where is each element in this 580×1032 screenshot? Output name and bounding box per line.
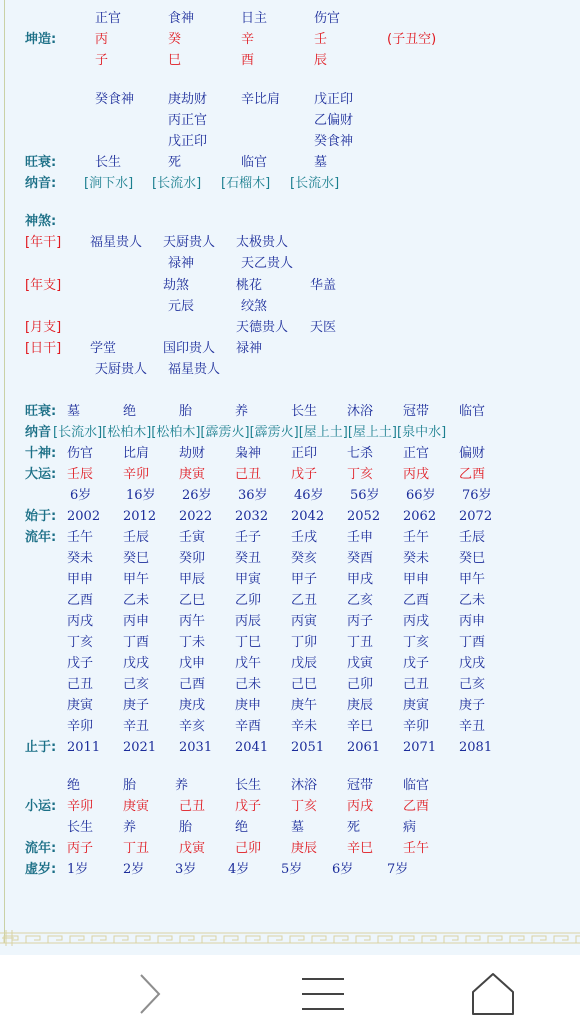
liunian-cell: 癸丑 (235, 551, 262, 566)
dayun-shishen: 正官 (403, 446, 430, 461)
liunian-cell: 癸酉 (347, 551, 374, 566)
nayin-year: [涧下水] (84, 176, 134, 191)
wangshuai-month: 死 (168, 155, 182, 170)
canggan-year-1: 癸食神 (95, 92, 135, 107)
dayun-end-year: 2071 (403, 740, 437, 755)
liunian-cell: 甲辰 (179, 572, 206, 587)
label-shishen: 十神: (25, 446, 57, 461)
label-ri-gan: [日干] (25, 341, 62, 356)
xiaoyun-xusui: 6岁 (332, 862, 354, 877)
label-kunzao: 坤造: (25, 32, 57, 47)
xiaoyun-xusui: 4岁 (228, 862, 250, 877)
label-xusui: 虚岁: (25, 862, 57, 877)
liunian-cell: 丙申 (123, 614, 150, 629)
dayun-wangshuai: 胎 (179, 404, 193, 419)
dayun-wangshuai: 冠带 (403, 404, 430, 419)
liunian-cell: 壬寅 (179, 530, 206, 545)
liunian-cell: 甲子 (291, 572, 318, 587)
liunian-cell: 辛卯 (67, 719, 94, 734)
liunian-cell: 乙卯 (235, 593, 262, 608)
dayun-ganzhi: 戊子 (291, 467, 318, 482)
dayun-end-year: 2061 (347, 740, 381, 755)
canggan-month-2: 丙正官 (168, 113, 208, 128)
label-wangshuai: 旺衰: (25, 155, 57, 170)
forward-button[interactable] (115, 955, 185, 1032)
liunian-cell: 丙戌 (67, 614, 94, 629)
liunian-cell: 己丑 (403, 677, 430, 692)
dayun-end-year: 2041 (235, 740, 269, 755)
xiaoyun-wangshuai-bottom: 墓 (291, 820, 305, 835)
dayun-ganzhi: 庚寅 (179, 467, 206, 482)
dayun-wangshuai: 养 (235, 404, 249, 419)
canggan-hour-2: 乙偏财 (314, 113, 354, 128)
liunian-cell: 己丑 (67, 677, 94, 692)
xiaoyun-ganzhi: 辛卯 (67, 799, 94, 814)
shensha-item: 华盖 (310, 278, 337, 293)
liunian-cell: 辛亥 (179, 719, 206, 734)
shishen-year: 正官 (95, 11, 122, 26)
liunian-cell: 甲申 (403, 572, 430, 587)
liunian-cell: 癸卯 (179, 551, 206, 566)
dayun-age: 16岁 (126, 488, 156, 503)
liunian-cell: 丁巳 (235, 635, 262, 650)
label-nian-zhi: [年支] (25, 278, 62, 293)
dayun-start-year: 2052 (347, 509, 381, 524)
wangshuai-hour: 墓 (314, 155, 328, 170)
shensha-item: 福星贵人 (90, 235, 143, 250)
liunian-cell: 丁酉 (123, 635, 150, 650)
menu-button[interactable] (285, 955, 360, 1032)
liunian-cell: 辛丑 (459, 719, 486, 734)
dayun-age: 26岁 (182, 488, 212, 503)
dayun-age: 36岁 (238, 488, 268, 503)
dayun-wangshuai: 长生 (291, 404, 318, 419)
shensha-item: 天德贵人 (236, 320, 289, 335)
dayun-start-year: 2042 (291, 509, 325, 524)
gan-month: 癸 (168, 32, 182, 47)
label-wangshuai-dayun: 旺衰: (25, 404, 57, 419)
liunian-cell: 戊戌 (123, 656, 150, 671)
dayun-wangshuai: 墓 (67, 404, 81, 419)
xiaoyun-liunian: 丁丑 (123, 841, 150, 856)
label-nian-gan: [年干] (25, 235, 62, 250)
dayun-age: 76岁 (462, 488, 492, 503)
dayun-end-year: 2031 (179, 740, 213, 755)
zhi-day: 酉 (241, 53, 255, 68)
kongwang: (子丑空) (387, 32, 437, 47)
liunian-cell: 癸未 (403, 551, 430, 566)
xiaoyun-ganzhi: 丁亥 (291, 799, 318, 814)
hamburger-menu-icon (300, 974, 346, 1014)
liunian-cell: 己巳 (291, 677, 318, 692)
shensha-item: 禄神 (168, 256, 195, 271)
liunian-cell: 壬辰 (459, 530, 486, 545)
liunian-cell: 庚辰 (347, 698, 374, 713)
liunian-cell: 己未 (235, 677, 262, 692)
liunian-cell: 壬辰 (123, 530, 150, 545)
shishen-day: 日主 (241, 11, 268, 26)
liunian-cell: 壬午 (67, 530, 94, 545)
shensha-item: 天厨贵人 (163, 235, 216, 250)
xiaoyun-liunian: 丙子 (67, 841, 94, 856)
xiaoyun-liunian: 壬午 (403, 841, 430, 856)
canggan-month-3: 戊正印 (168, 134, 208, 149)
xiaoyun-xusui: 1岁 (67, 862, 89, 877)
liunian-cell: 庚午 (291, 698, 318, 713)
dayun-shishen: 枭神 (235, 446, 262, 461)
nayin-hour: [长流水] (290, 176, 340, 191)
liunian-cell: 癸巳 (459, 551, 486, 566)
liunian-cell: 壬子 (235, 530, 262, 545)
gan-hour: 壬 (314, 32, 328, 47)
dayun-age: 56岁 (350, 488, 380, 503)
liunian-cell: 己酉 (179, 677, 206, 692)
xiaoyun-liunian: 辛巳 (347, 841, 374, 856)
liunian-cell: 乙巳 (179, 593, 206, 608)
label-liunian-xiaoyun: 流年: (25, 841, 57, 856)
liunian-cell: 辛巳 (347, 719, 374, 734)
liunian-cell: 丁未 (179, 635, 206, 650)
liunian-cell: 丙寅 (291, 614, 318, 629)
dayun-age: 46岁 (294, 488, 324, 503)
liunian-cell: 庚寅 (403, 698, 430, 713)
wangshuai-day: 临官 (241, 155, 268, 170)
gan-day: 辛 (241, 32, 255, 47)
label-shiyu: 始于: (25, 509, 57, 524)
liunian-cell: 癸亥 (291, 551, 318, 566)
dayun-shishen: 偏财 (459, 446, 486, 461)
liunian-cell: 乙丑 (291, 593, 318, 608)
shensha-item: 桃花 (236, 278, 263, 293)
xiaoyun-xusui: 5岁 (281, 862, 303, 877)
shensha-item: 劫煞 (163, 278, 190, 293)
liunian-cell: 丁亥 (403, 635, 430, 650)
liunian-cell: 庚戌 (179, 698, 206, 713)
dayun-start-year: 2002 (67, 509, 101, 524)
left-border-line (4, 0, 5, 943)
dayun-ganzhi: 己丑 (235, 467, 262, 482)
label-yue-zhi: [月支] (25, 320, 62, 335)
liunian-cell: 戊戌 (459, 656, 486, 671)
liunian-cell: 戊辰 (291, 656, 318, 671)
xiaoyun-wangshuai-top: 长生 (235, 778, 262, 793)
shensha-item: 绞煞 (241, 299, 268, 314)
xiaoyun-wangshuai-top: 养 (175, 778, 189, 793)
canggan-month-1: 庚劫财 (168, 92, 208, 107)
decorative-border (0, 930, 580, 946)
shensha-item: 国印贵人 (163, 341, 216, 356)
liunian-cell: 戊申 (179, 656, 206, 671)
dayun-wangshuai: 临官 (459, 404, 486, 419)
liunian-cell: 戊子 (67, 656, 94, 671)
xiaoyun-liunian: 戊寅 (179, 841, 206, 856)
shensha-item: 学堂 (90, 341, 117, 356)
xiaoyun-xusui: 3岁 (175, 862, 197, 877)
shensha-item: 天厨贵人 (95, 362, 148, 377)
liunian-cell: 丁丑 (347, 635, 374, 650)
dayun-shishen: 伤官 (67, 446, 94, 461)
xiaoyun-wangshuai-top: 沐浴 (291, 778, 318, 793)
xiaoyun-wangshuai-bottom: 死 (347, 820, 361, 835)
liunian-cell: 甲午 (123, 572, 150, 587)
chevron-right-icon (135, 971, 165, 1017)
xiaoyun-wangshuai-bottom: 绝 (235, 820, 249, 835)
xiaoyun-liunian: 庚辰 (291, 841, 318, 856)
shensha-item: 天乙贵人 (241, 256, 294, 271)
wangshuai-year: 长生 (95, 155, 122, 170)
canggan-day-1: 辛比肩 (241, 92, 281, 107)
label-xiaoyun: 小运: (25, 799, 57, 814)
xiaoyun-xusui: 7岁 (387, 862, 409, 877)
liunian-cell: 己亥 (123, 677, 150, 692)
dayun-start-year: 2022 (179, 509, 213, 524)
liunian-cell: 戊子 (403, 656, 430, 671)
xiaoyun-wangshuai-top: 临官 (403, 778, 430, 793)
liunian-cell: 甲午 (459, 572, 486, 587)
liunian-cell: 戊午 (235, 656, 262, 671)
nayin-day: [石榴木] (221, 176, 271, 191)
xiaoyun-wangshuai-top: 冠带 (347, 778, 374, 793)
dayun-shishen: 比肩 (123, 446, 150, 461)
liunian-cell: 己亥 (459, 677, 486, 692)
dayun-end-year: 2051 (291, 740, 325, 755)
zhi-hour: 辰 (314, 53, 328, 68)
liunian-cell: 己卯 (347, 677, 374, 692)
home-icon (470, 971, 516, 1017)
dayun-wangshuai: 绝 (123, 404, 137, 419)
liunian-cell: 丙午 (179, 614, 206, 629)
xiaoyun-ganzhi: 乙酉 (403, 799, 430, 814)
liunian-cell: 乙未 (459, 593, 486, 608)
dayun-start-year: 2062 (403, 509, 437, 524)
dayun-wangshuai: 沐浴 (347, 404, 374, 419)
shensha-item: 太极贵人 (236, 235, 289, 250)
home-button[interactable] (455, 955, 530, 1032)
liunian-cell: 乙亥 (347, 593, 374, 608)
xiaoyun-wangshuai-top: 绝 (67, 778, 81, 793)
liunian-cell: 癸未 (67, 551, 94, 566)
dayun-ganzhi: 丁亥 (347, 467, 374, 482)
xiaoyun-wangshuai-top: 胎 (123, 778, 137, 793)
label-nayin-dayun: 纳音 (25, 425, 52, 440)
liunian-cell: 戊寅 (347, 656, 374, 671)
xiaoyun-ganzhi: 戊子 (235, 799, 262, 814)
nayin-month: [长流水] (152, 176, 202, 191)
liunian-cell: 辛未 (291, 719, 318, 734)
liunian-cell: 辛卯 (403, 719, 430, 734)
liunian-cell: 丙辰 (235, 614, 262, 629)
liunian-cell: 丁酉 (459, 635, 486, 650)
zhi-year: 子 (95, 53, 109, 68)
label-shensha: 神煞: (25, 214, 57, 229)
dayun-shishen: 正印 (291, 446, 318, 461)
liunian-cell: 庚子 (123, 698, 150, 713)
dayun-start-year: 2012 (123, 509, 157, 524)
shensha-item: 福星贵人 (168, 362, 221, 377)
liunian-cell: 辛丑 (123, 719, 150, 734)
label-zhiyu: 止于: (25, 740, 57, 755)
dayun-shishen: 劫财 (179, 446, 206, 461)
xiaoyun-liunian: 己卯 (235, 841, 262, 856)
browser-nav-bar (0, 955, 580, 1032)
dayun-ganzhi: 辛卯 (123, 467, 150, 482)
liunian-cell: 甲申 (67, 572, 94, 587)
dayun-start-year: 2072 (459, 509, 493, 524)
liunian-cell: 壬申 (347, 530, 374, 545)
dayun-start-year: 2032 (235, 509, 269, 524)
liunian-cell: 庚寅 (67, 698, 94, 713)
liunian-cell: 丁亥 (67, 635, 94, 650)
xiaoyun-wangshuai-bottom: 长生 (67, 820, 94, 835)
label-liunian: 流年: (25, 530, 57, 545)
xiaoyun-ganzhi: 庚寅 (123, 799, 150, 814)
liunian-cell: 壬戌 (291, 530, 318, 545)
zhi-month: 巳 (168, 53, 182, 68)
dayun-ganzhi: 乙酉 (459, 467, 486, 482)
dayun-age: 66岁 (406, 488, 436, 503)
liunian-cell: 甲寅 (235, 572, 262, 587)
gan-year: 丙 (95, 32, 109, 47)
dayun-ganzhi: 壬辰 (67, 467, 94, 482)
xiaoyun-wangshuai-bottom: 胎 (179, 820, 193, 835)
xiaoyun-wangshuai-bottom: 养 (123, 820, 137, 835)
dayun-end-year: 2081 (459, 740, 493, 755)
canggan-hour-1: 戊正印 (314, 92, 354, 107)
xiaoyun-wangshuai-bottom: 病 (403, 820, 417, 835)
canggan-hour-3: 癸食神 (314, 134, 354, 149)
label-dayun: 大运: (25, 467, 57, 482)
dayun-end-year: 2011 (67, 740, 101, 755)
liunian-cell: 辛酉 (235, 719, 262, 734)
shishen-hour: 伤官 (314, 11, 341, 26)
xiaoyun-ganzhi: 丙戌 (347, 799, 374, 814)
liunian-cell: 丁卯 (291, 635, 318, 650)
liunian-cell: 癸巳 (123, 551, 150, 566)
liunian-cell: 庚子 (459, 698, 486, 713)
shensha-item: 天医 (310, 320, 337, 335)
liunian-cell: 乙酉 (403, 593, 430, 608)
liunian-cell: 甲戌 (347, 572, 374, 587)
liunian-cell: 庚申 (235, 698, 262, 713)
liunian-cell: 壬午 (403, 530, 430, 545)
dayun-shishen: 七杀 (347, 446, 374, 461)
liunian-cell: 丙子 (347, 614, 374, 629)
xiaoyun-xusui: 2岁 (123, 862, 145, 877)
dayun-ganzhi: 丙戌 (403, 467, 430, 482)
dayun-end-year: 2021 (123, 740, 157, 755)
shishen-month: 食神 (168, 11, 195, 26)
shensha-item: 禄神 (236, 341, 263, 356)
shensha-item: 元辰 (168, 299, 195, 314)
liunian-cell: 丙申 (459, 614, 486, 629)
xiaoyun-ganzhi: 己丑 (179, 799, 206, 814)
dayun-age: 6岁 (70, 488, 92, 503)
liunian-cell: 丙戌 (403, 614, 430, 629)
liunian-cell: 乙酉 (67, 593, 94, 608)
liunian-cell: 乙未 (123, 593, 150, 608)
label-nayin: 纳音: (25, 176, 57, 191)
dayun-nayin-line: [长流水][松柏木][松柏木][霹雳火][霹雳火][屋上土][屋上土][泉中水] (53, 425, 447, 440)
